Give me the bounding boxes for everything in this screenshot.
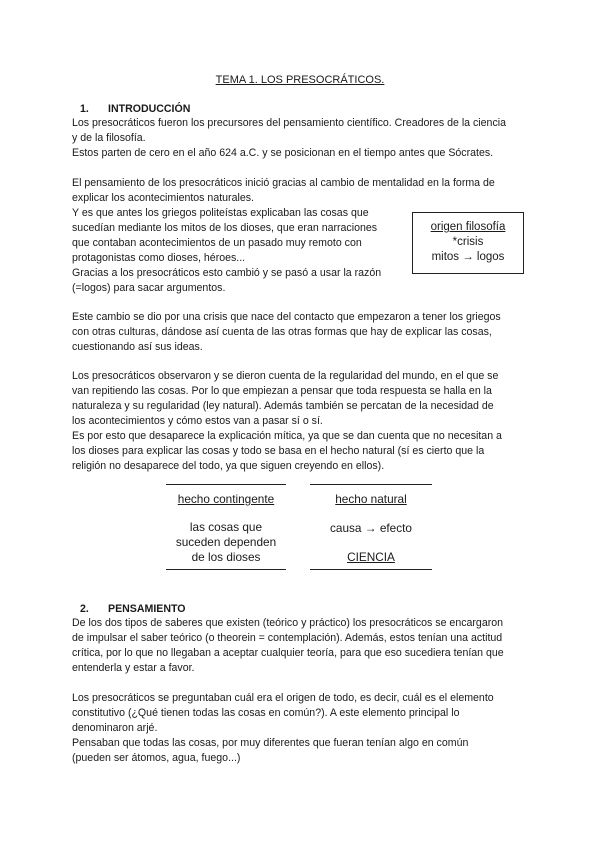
table-left-header: hecho contingente <box>177 492 275 506</box>
paragraph-line: Estos parten de cero en el año 624 a.C. y se posicionan en el tiempo antes que Sócrates. <box>72 147 494 159</box>
paragraph-line: cuestionando así sus ideas. <box>72 341 203 353</box>
paragraph-line: los acontecimientos y cómo estos van a pasar sí o sí. <box>72 415 323 427</box>
table-rule-top-right <box>310 484 432 485</box>
paragraph-line: Los presocráticos se preguntaban cuál era el origen de todo, es decir, cuál es el elemento <box>72 692 494 704</box>
paragraph-line: (=logos) para sacar argumentos. <box>72 282 226 294</box>
paragraph-line: constitutivo (¿Qué tienen todas las cosas en común?). A este elemento principal lo <box>72 707 460 719</box>
paragraph-line: explicar los acontecimientos naturales. <box>72 192 254 204</box>
paragraph-line: denominaron arjé. <box>72 722 158 734</box>
paragraph-line: sucedían mediante los mitos de los dioses, que eran narraciones <box>72 222 378 234</box>
section-1-number: 1. <box>80 103 89 115</box>
paragraph-line: que contaban acontecimientos de un pasado muy remoto con <box>72 237 362 249</box>
box-title: origen filosofía <box>430 221 506 233</box>
paragraph-line: y de la filosofía. <box>72 132 146 144</box>
origin-philosophy-box <box>412 212 524 274</box>
paragraph-line: crítica, por lo que no llegaban a aceptar cualquier teoría, para que eso sucediera tenían que <box>72 647 504 659</box>
paragraph-line: El pensamiento de los presocráticos inició gracias al cambio de mentalidad en la forma de <box>72 177 495 189</box>
paragraph-line: Es por esto que desaparece la explicación mítica, ya que se dan cuenta que no necesitan a <box>72 430 502 442</box>
paragraph-line: Los presocráticos observaron y se dieron cuenta de la regularidad del mundo, en el que se <box>72 370 499 382</box>
table-left-body-line: las cosas que <box>189 520 263 534</box>
paragraph-line: Los presocráticos fueron los precursores del pensamiento científico. Creadores de la ciencia <box>72 117 506 129</box>
table-rule-bottom-right <box>310 569 432 570</box>
paragraph-line: entenderla y estar a favor. <box>72 662 195 674</box>
section-2-number: 2. <box>80 603 89 615</box>
paragraph-line: van repitiendo las cosas. Por lo que empiezan a pensar que toda respuesta se halla en la <box>72 385 492 397</box>
section-1-heading <box>80 103 190 115</box>
paragraph-line: Este cambio se dio por una crisis que nace del contacto que empezaron a tener los griegos <box>72 311 501 323</box>
paragraph-line: naturaleza y su regularidad (ley natural). Además también se percatan de la necesidad de <box>72 400 494 412</box>
paragraph-line: Gracias a los presocráticos esto cambió y se pasó a usar la razón <box>72 267 382 279</box>
section-2-heading <box>80 603 186 615</box>
table-rule-top-left <box>166 484 286 485</box>
paragraph-line: los dioses para explicar las cosas y todo se basa en el hecho natural (sí es cierto que la <box>72 445 485 457</box>
table-left-body-line: suceden dependen <box>175 535 277 549</box>
section-2-title: PENSAMIENTO <box>108 603 186 615</box>
paragraph-line: (pueden ser átomos, agua, fuego...) <box>72 752 241 764</box>
table-right-body: causa → efecto <box>330 521 412 535</box>
page-title: TEMA 1. LOS PRESOCRÁTICOS. <box>215 74 385 86</box>
paragraph-line: de impulsar el saber teórico (o theorein = contemplación). Además, estos tenían una actitud <box>72 632 503 644</box>
box-mitos-logos: mitos → logos <box>431 251 505 263</box>
table-rule-bottom-left <box>166 569 286 570</box>
table-right-footer: CIENCIA <box>347 550 395 564</box>
paragraph-line: Pensaban que todas las cosas, por muy diferentes que fueran tenían algo en común <box>72 737 469 749</box>
paragraph-line: protagonistas como dioses, héroes... <box>72 252 246 264</box>
paragraph-line: religión no desaparece del todo, ya que siguen creyendo en ellos). <box>72 460 385 472</box>
paragraph-line: con otras culturas, dándose así cuenta de las otras formas que hay de explicar las cosas, <box>72 326 492 338</box>
paragraph-line: Y es que antes los griegos politeístas explicaban las cosas que <box>72 207 369 219</box>
table-left-body-line: de los dioses <box>191 550 261 564</box>
box-crisis: *crisis <box>452 236 484 248</box>
paragraph-line: De los dos tipos de saberes que existen (teórico y práctico) los presocráticos se encargaron <box>72 617 504 629</box>
table-right-header: hecho natural <box>335 492 407 506</box>
section-1-title: INTRODUCCIÓN <box>108 103 191 115</box>
